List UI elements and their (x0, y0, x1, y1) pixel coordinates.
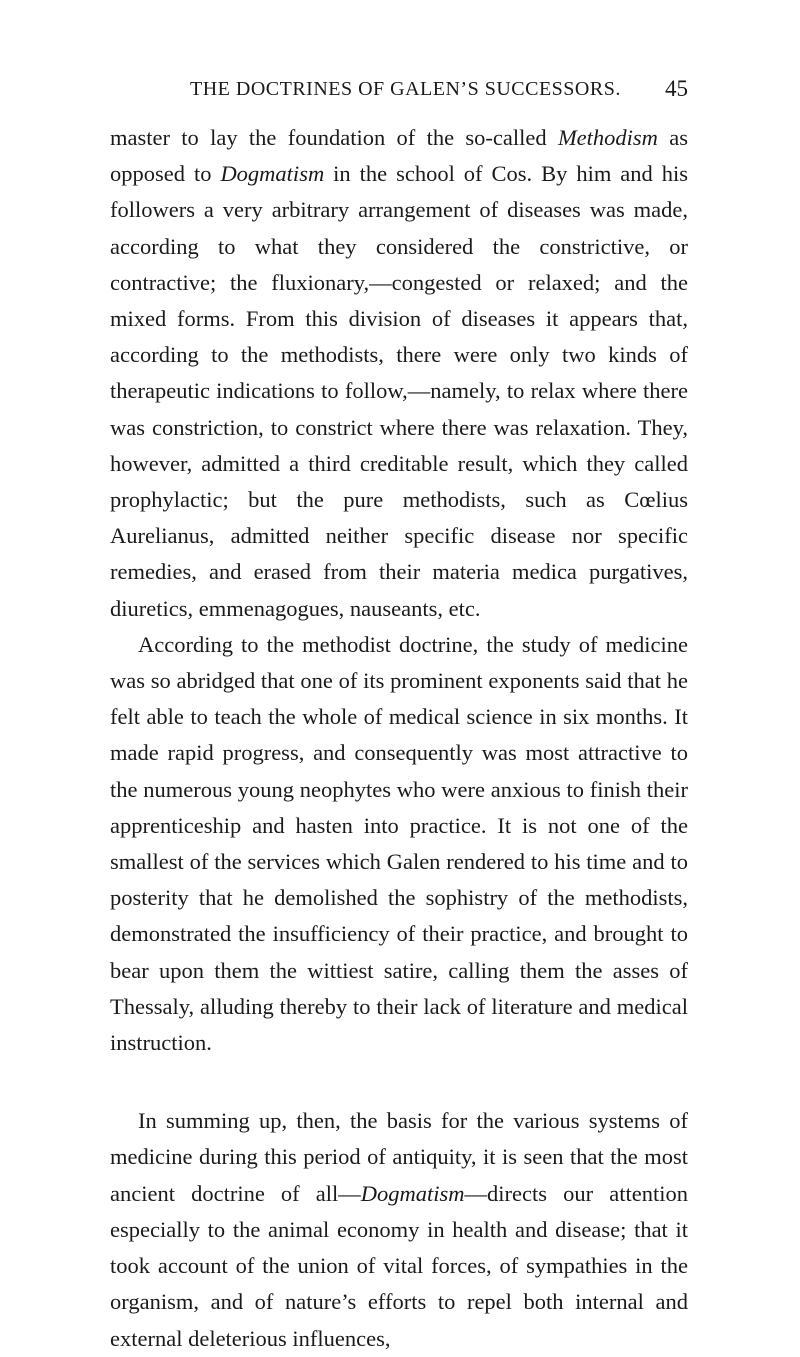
term-dogmatism: Dogmatism (220, 161, 325, 187)
paragraph-1 (110, 120, 688, 627)
page-number: 45 (665, 76, 688, 101)
paragraph-1-text-a: master to lay the foundation of the so-called (110, 125, 558, 150)
paragraph-3-text-a: In summing up, then, the basis for the various systems of medicine during this period of antiquity, it is seen that the most ancient doctrine of all— (110, 1108, 688, 1206)
paragraph-2: According to the methodist doctrine, the study of medicine was so abridged that one of its prominent exponents said that he felt able to teach the whole of medical science in six months. It made rapid progress, and consequently was most attractive to the numerous young neophytes who were anxious to finish their apprenticeship and hasten into practice. It is not one of the smallest of the services which Galen rendered to his time and to posterity that he demolished the sophistry of the methodists, demonstrated the insufficiency of their practice, and brought to bear upon them the wittiest satire, calling them the asses of Thessaly, alluding thereby to their lack of literature and medical instruction. (110, 631, 688, 1056)
paragraph-3 (110, 1103, 688, 1356)
paragraph-3-text-b: —directs our attention especially to the animal economy in health and disease; that it took account of the union of vital forces, of sympathies in the organism, and of nature’s efforts to repel both internal and external deleterious influences, (110, 1180, 688, 1351)
running-title: THE DOCTRINES OF GALEN’S SUCCESSORS. (190, 78, 621, 100)
body-text (110, 120, 688, 1357)
paragraph-1-text-b: as opposed to (110, 125, 688, 187)
paragraph-1-text-c: in the school of Cos. By him and his followers a very arbitrary arrangement of diseases was made, according to what they considered the constrictive, or contractive; the fluxionary,—congested or relaxed; and the mixed forms. From this division of diseases it appears that, according to the methodists, there were only two kinds of therapeutic indications to follow,—namely, to relax where there was constriction, to constrict where there was relaxation. They, however, admitted a third creditable result, which they called prophylactic; but the pure methodists, such as Cœlius Aurelianus, admitted neither specific disease nor specific remedies, and erased from their materia medica purgatives, diuretics, emmenagogues, nauseants, etc. (110, 161, 689, 621)
running-head (110, 72, 688, 108)
term-methodism: Methodism (557, 125, 658, 150)
term-dogmatism-2: Dogmatism (360, 1180, 465, 1206)
